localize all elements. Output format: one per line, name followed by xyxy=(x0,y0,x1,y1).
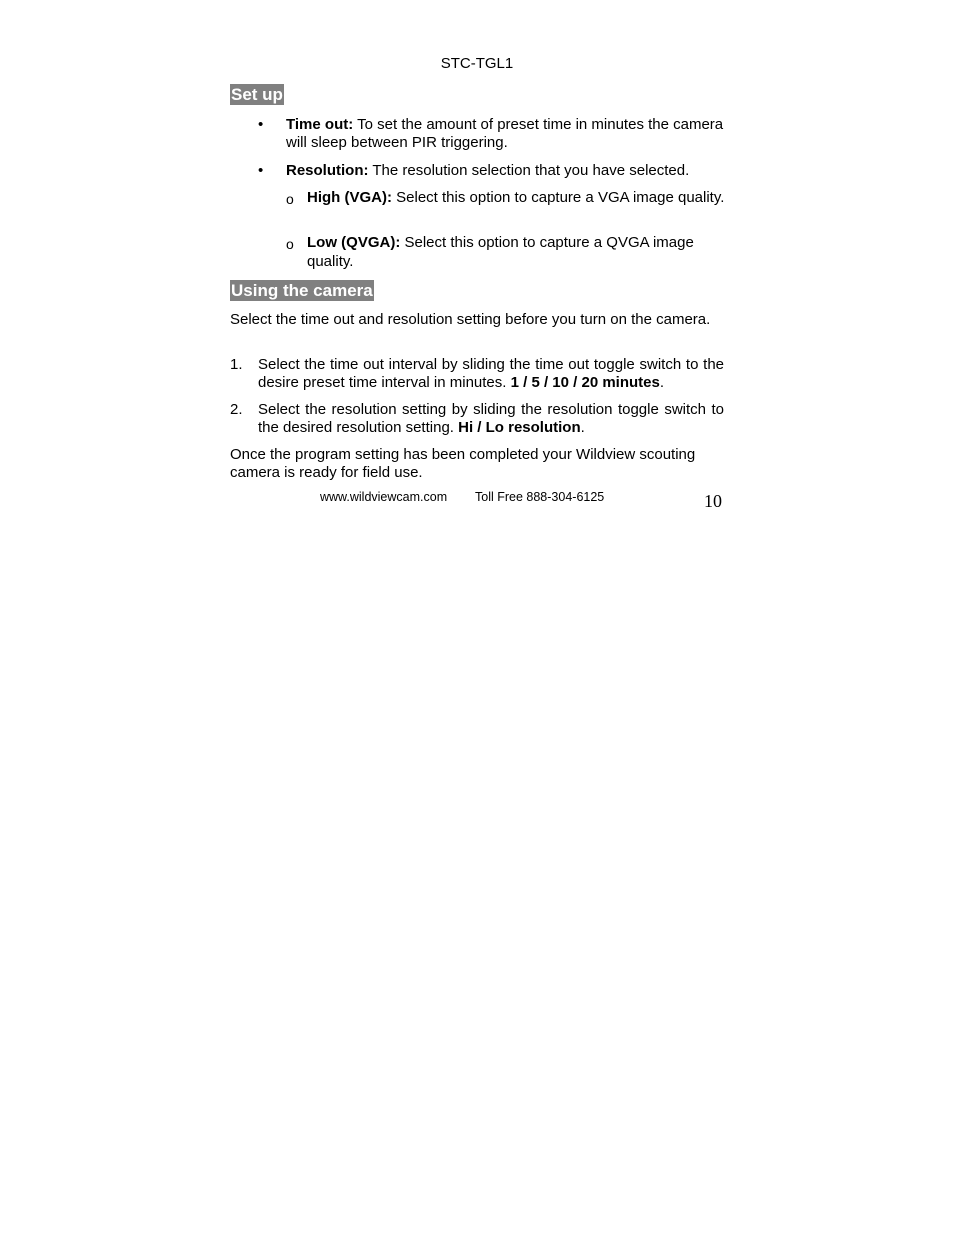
section-heading-using-camera: Using the camera xyxy=(231,281,373,300)
sub-item-low-qvga xyxy=(307,234,727,271)
step-end: . xyxy=(659,374,665,391)
footer-phone: Toll Free 888-304-6125 xyxy=(475,490,605,504)
step-options: 1 / 5 / 10 / 20 minutes xyxy=(510,374,660,391)
intro-paragraph: Select the time out and resolution setting before you turn on the camera. xyxy=(230,311,711,328)
bullet-icon: • xyxy=(258,116,264,133)
term-low-qvga: Low (QVGA): xyxy=(307,234,401,251)
term-resolution: Resolution: xyxy=(286,162,369,179)
list-item-time-out xyxy=(286,116,726,152)
desc-low-qvga: Select this option to capture a QVGA image quality. xyxy=(307,234,694,270)
step-number: 1. xyxy=(230,356,243,373)
step-text: Select the resolution setting by sliding the resolution toggle switch to the desired resolution setting. xyxy=(258,401,724,436)
sub-item-high-vga xyxy=(307,189,727,208)
step-end: . xyxy=(580,419,585,436)
term-high-vga: High (VGA): xyxy=(307,189,392,206)
section-heading-setup: Set up xyxy=(231,85,283,104)
step-text: Select the time out interval by sliding the time out toggle switch to the desire preset time interval in minutes. xyxy=(258,356,724,391)
desc-time-out: To set the amount of preset time in minutes the camera will sleep between PIR triggering. xyxy=(286,116,724,151)
step-options: Hi / Lo resolution xyxy=(458,419,581,436)
bullet-icon: • xyxy=(258,162,264,179)
step-number: 2. xyxy=(230,401,243,418)
hollow-bullet-icon: o xyxy=(286,236,294,252)
step-resolution xyxy=(258,401,724,437)
hollow-bullet-icon: o xyxy=(286,191,294,207)
closing-paragraph: Once the program setting has been completed your Wildview scouting camera is ready for field use. xyxy=(230,446,696,481)
step-time-out xyxy=(258,356,724,392)
term-time-out: Time out: xyxy=(286,116,354,133)
list-item-resolution xyxy=(286,162,726,180)
page-number: 10 xyxy=(704,491,722,511)
desc-high-vga: Select this option to capture a VGA image quality. xyxy=(391,189,725,206)
footer-website: www.wildviewcam.com xyxy=(320,490,448,504)
document-model-header: STC-TGL1 xyxy=(440,55,514,72)
desc-resolution: The resolution selection that you have selected. xyxy=(368,162,690,179)
